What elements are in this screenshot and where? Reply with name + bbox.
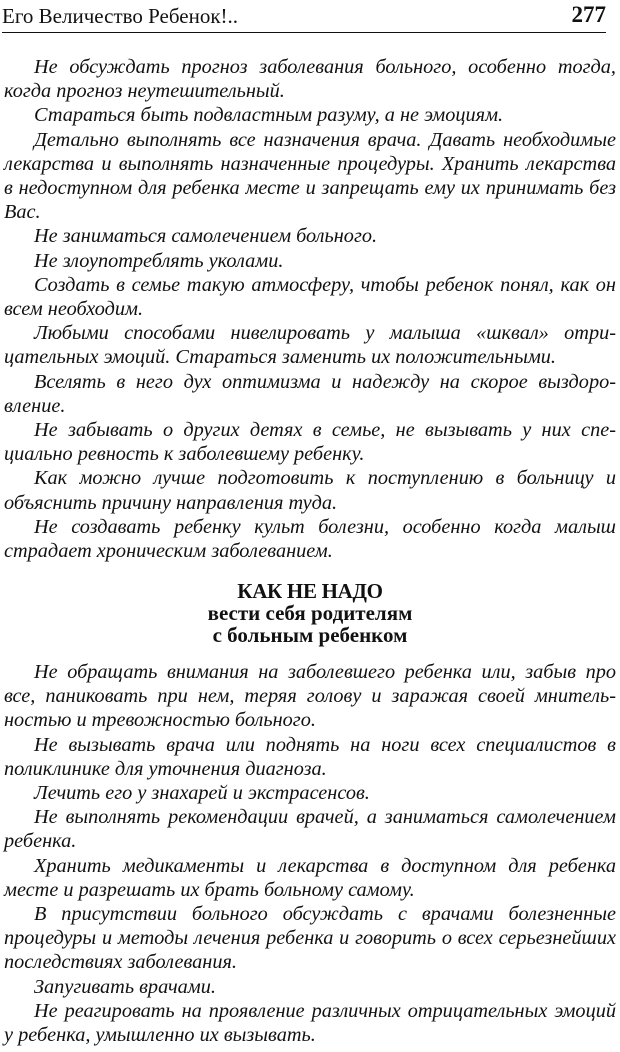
warnings-list: [4, 660, 616, 1047]
heading-line-3: с больным ребенком: [212, 623, 408, 647]
paragraph: Стараться быть подвластным разуму, а не эмоциям.: [34, 104, 504, 127]
paragraph: Детально выполнять все назначения врача. Давать необходимые лекарства и выполнять назначенные процедуры. Хранить лекарства в недоступном для ребенка месте и запрещать ему их принимать без Вас.: [4, 128, 616, 224]
paragraph: Вселять в него дух оптимизма и надежду на скорое выздоровление.: [4, 370, 616, 417]
paragraph: Не реагировать на проявление различных отрицательных эмоций у ребенка, умышленно их вызывать.: [4, 999, 616, 1047]
paragraph: В присутствии больного обсуждать с врачами болезненные процедуры и методы лечения ребенка и говорить о всех серьезнейших последствиях заболевания.: [4, 903, 616, 974]
paragraph: Любыми способами нивелировать у малыша «шквал» отрицательных эмоций. Стараться заменить их положительными.: [4, 322, 616, 369]
paragraph: Не злоупотреблять уколами.: [34, 249, 284, 272]
paragraph: Лечить его у знахарей и экстрасенсов.: [34, 782, 370, 805]
paragraph: Хранить медикаменты и лекарства в доступном для ребенка месте и разрешать их брать больному самому.: [4, 854, 616, 901]
page-number: 277: [571, 2, 606, 27]
paragraph: Не создавать ребенку культ болезни, особенно когда малыш страдает хроническим заболеванием.: [4, 515, 616, 563]
paragraph: Создать в семье такую атмосферу, чтобы ребенок понял, как он всем необходим.: [4, 273, 616, 321]
book-title: Его Величество Ребенок!..: [2, 4, 239, 28]
paragraph: Как можно лучше подготовить к поступлению в больницу и объяснить причину направления туда.: [4, 467, 616, 514]
paragraph: Запугивать врачами.: [34, 975, 216, 998]
heading-line-2: вести себя родителям: [207, 601, 413, 625]
running-header: [2, 2, 606, 33]
heading-line-1: КАК НЕ НАДО: [237, 579, 383, 603]
paragraph: Не выполнять рекомендации врачей, а заниматься самолечением ребенка.: [4, 806, 616, 853]
recommendations-list: [4, 55, 616, 563]
paragraph: Не обращать внимания на заболевшего ребенка или, забыв про все, паниковать при нем, теряя голову и заражая своей мнительностью и тревожностью больного.: [4, 661, 616, 732]
paragraph: Не заниматься самолечением больного.: [34, 225, 378, 248]
paragraph: Не забывать о других детях в семье, не вызывать у них специально ревность к заболевшему ребенку.: [4, 419, 616, 466]
paragraph: Не вызывать врача или поднять на ноги всех специалистов в поликлинике для уточнения диагноза.: [4, 733, 616, 780]
section-heading: [0, 580, 620, 646]
paragraph: Не обсуждать прогноз заболевания больного, особенно тогда, когда прогноз неутешительный.: [4, 56, 616, 103]
